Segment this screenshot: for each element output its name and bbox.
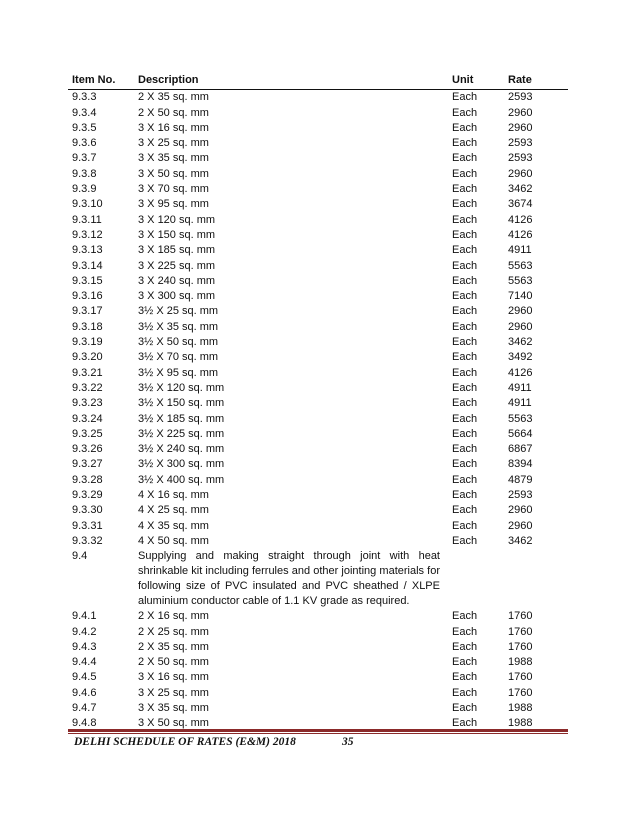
cell-unit: Each — [452, 504, 478, 517]
cell-unit: Each — [452, 686, 478, 699]
cell-rate: 1760 — [508, 686, 533, 699]
cell-item-no: 9.3.15 — [72, 274, 103, 287]
cell-item-no: 9.3.20 — [72, 351, 103, 364]
cell-rate: 4126 — [508, 366, 533, 379]
cell-item-no: 9.3.31 — [72, 519, 103, 532]
cell-item-no: 9.3.32 — [72, 534, 103, 547]
header-unit: Unit — [448, 72, 504, 90]
cell-unit: Each — [452, 534, 478, 547]
cell-item-no: 9.3.27 — [72, 458, 103, 471]
cell-rate: 2960 — [508, 504, 533, 517]
table-row — [68, 488, 568, 503]
header-item-no: Item No. — [68, 72, 134, 90]
footer-rule-thin — [68, 733, 568, 734]
cell-item-no: 9.3.14 — [72, 259, 103, 272]
cell-unit: Each — [452, 183, 478, 196]
table-row — [68, 366, 568, 381]
cell-item-no: 9.3.28 — [72, 473, 103, 486]
cell-item-no: 9.3.25 — [72, 427, 103, 440]
cell-rate: 4911 — [508, 397, 532, 410]
footer-rule — [68, 729, 568, 732]
cell-unit: Each — [452, 473, 478, 486]
table-row — [68, 243, 568, 258]
cell-item-no: 9.3.7 — [72, 152, 97, 165]
cell-rate: 2593 — [508, 137, 533, 150]
cell-description: 3 X 185 sq. mm — [138, 244, 216, 257]
table-row — [68, 442, 568, 457]
cell-description: 3 X 70 sq. mm — [138, 183, 209, 196]
cell-unit: Each — [452, 610, 478, 623]
cell-unit: Each — [452, 259, 478, 272]
cell-description: 3 X 120 sq. mm — [138, 213, 216, 226]
cell-unit: Each — [452, 91, 478, 104]
page-number: 35 — [342, 736, 354, 748]
cell-item-no: 9.3.18 — [72, 320, 103, 333]
table-header-row — [68, 72, 568, 90]
cell-item-no: 9.3.19 — [72, 336, 103, 349]
cell-description: 3 X 240 sq. mm — [138, 274, 216, 287]
cell-description: 3½ X 300 sq. mm — [138, 458, 225, 471]
table-row — [68, 457, 568, 472]
cell-unit: Each — [452, 381, 478, 394]
cell-rate: 3462 — [508, 336, 533, 349]
cell-description: 3½ X 240 sq. mm — [138, 443, 225, 456]
table-row — [68, 335, 568, 350]
cell-item-no: 9.4.3 — [72, 640, 97, 653]
cell-rate: 1988 — [508, 717, 533, 730]
cell-description: 3 X 50 sq. mm — [138, 167, 209, 180]
cell-item-no: 9.3.10 — [72, 198, 103, 211]
cell-unit: Each — [452, 351, 478, 364]
cell-description: 4 X 16 sq. mm — [138, 489, 209, 502]
cell-rate: 5563 — [508, 259, 533, 272]
table-row — [68, 182, 568, 197]
table-row — [68, 136, 568, 151]
cell-item-no: 9.3.11 — [72, 213, 102, 226]
cell-description: 3 X 35 sq. mm — [138, 701, 209, 714]
cell-rate: 2960 — [508, 320, 533, 333]
cell-rate: 1760 — [508, 610, 533, 623]
cell-item-no: 9.3.24 — [72, 412, 103, 425]
cell-rate: 4911 — [508, 381, 532, 394]
cell-description: 3½ X 50 sq. mm — [138, 336, 219, 349]
cell-unit: Each — [452, 228, 478, 241]
cell-item-no: 9.3.29 — [72, 489, 103, 502]
cell-unit: Each — [452, 489, 478, 502]
cell-unit: Each — [452, 121, 478, 134]
table-row — [68, 289, 568, 304]
cell-unit: Each — [452, 427, 478, 440]
cell-description: 2 X 50 sq. mm — [138, 106, 209, 119]
cell-item-no: 9.3.30 — [72, 504, 103, 517]
cell-description: 2 X 16 sq. mm — [138, 610, 209, 623]
table-row — [68, 213, 568, 228]
table-row — [68, 304, 568, 319]
cell-item-no: 9.3.22 — [72, 381, 103, 394]
cell-description: 3 X 150 sq. mm — [138, 228, 216, 241]
cell-description: 3½ X 150 sq. mm — [138, 397, 225, 410]
cell-description: 3 X 50 sq. mm — [138, 717, 209, 730]
header-description: Description — [134, 72, 448, 90]
cell-unit: Each — [452, 336, 478, 349]
cell-unit: Each — [452, 213, 478, 226]
table-row — [68, 90, 568, 106]
cell-rate: 6867 — [508, 443, 533, 456]
cell-unit: Each — [452, 701, 478, 714]
cell-item-no: 9.3.9 — [72, 183, 97, 196]
cell-description: 3 X 25 sq. mm — [138, 686, 209, 699]
table-row — [68, 350, 568, 365]
cell-unit: Each — [452, 397, 478, 410]
cell-unit: Each — [452, 290, 478, 303]
cell-item-no: 9.4.4 — [72, 656, 97, 669]
cell-rate: 2960 — [508, 106, 533, 119]
cell-description: 3 X 225 sq. mm — [138, 259, 216, 272]
table-row — [68, 259, 568, 274]
cell-unit: Each — [452, 443, 478, 456]
cell-description: 3 X 16 sq. mm — [138, 121, 209, 134]
cell-description: 3 X 16 sq. mm — [138, 671, 209, 684]
cell-unit: Each — [452, 244, 478, 257]
cell-rate: 1760 — [508, 640, 533, 653]
rates-table — [68, 72, 568, 732]
cell-item-no: 9.3.23 — [72, 397, 103, 410]
cell-rate: 4879 — [508, 473, 533, 486]
table-row — [68, 534, 568, 549]
cell-rate: 3462 — [508, 183, 533, 196]
cell-item-no: 9.4.5 — [72, 671, 97, 684]
cell-description: 3½ X 225 sq. mm — [138, 427, 225, 440]
cell-item-no: 9.4 — [72, 550, 88, 563]
cell-rate: 2593 — [508, 91, 533, 104]
cell-rate: 1988 — [508, 701, 533, 714]
cell-rate: 3462 — [508, 534, 533, 547]
cell-unit: Each — [452, 137, 478, 150]
cell-rate: 2593 — [508, 152, 533, 165]
table-row — [68, 549, 568, 609]
cell-rate: 1988 — [508, 656, 533, 669]
cell-description: 3 X 300 sq. mm — [138, 290, 216, 303]
table-row — [68, 609, 568, 624]
cell-unit: Each — [452, 167, 478, 180]
cell-unit: Each — [452, 106, 478, 119]
cell-description: 3 X 35 sq. mm — [138, 152, 209, 165]
cell-item-no: 9.3.17 — [72, 305, 103, 318]
table-row — [68, 381, 568, 396]
cell-description: 2 X 35 sq. mm — [138, 640, 209, 653]
table-row — [68, 503, 568, 518]
cell-description: 3½ X 25 sq. mm — [138, 305, 219, 318]
cell-item-no: 9.4.8 — [72, 717, 97, 730]
cell-description: 3½ X 70 sq. mm — [138, 351, 219, 364]
cell-rate: 3674 — [508, 198, 533, 211]
cell-description: 2 X 50 sq. mm — [138, 656, 209, 669]
cell-rate: 2960 — [508, 121, 533, 134]
footer-title: DELHI SCHEDULE OF RATES (E&M) 2018 — [74, 736, 296, 748]
cell-item-no: 9.3.8 — [72, 167, 97, 180]
table-row — [68, 167, 568, 182]
cell-unit: Each — [452, 640, 478, 653]
cell-description: 3½ X 120 sq. mm — [138, 381, 225, 394]
cell-unit: Each — [452, 656, 478, 669]
cell-rate: 5563 — [508, 412, 533, 425]
cell-description: 3 X 25 sq. mm — [138, 137, 209, 150]
table-row — [68, 473, 568, 488]
cell-rate — [504, 549, 568, 609]
cell-item-no: 9.4.6 — [72, 686, 97, 699]
cell-rate: 4911 — [508, 244, 532, 257]
cell-rate: 1760 — [508, 625, 533, 638]
cell-unit: Each — [452, 366, 478, 379]
cell-description: 4 X 50 sq. mm — [138, 534, 209, 547]
cell-item-no: 9.3.13 — [72, 244, 103, 257]
table-body — [68, 90, 568, 732]
cell-unit: Each — [452, 519, 478, 532]
cell-description: 3 X 95 sq. mm — [138, 198, 209, 211]
cell-rate: 2960 — [508, 167, 533, 180]
cell-item-no: 9.4.2 — [72, 625, 97, 638]
cell-description: Supplying and making straight through joint with heat shrinkable kit including ferrules and other jointing materials for following size of PVC insulated and PVC sheathed / XLPE aluminium conductor cable of 1.1 KV grade as required. — [138, 550, 440, 608]
cell-unit: Each — [452, 625, 478, 638]
cell-unit: Each — [452, 305, 478, 318]
table-row — [68, 228, 568, 243]
table-row — [68, 670, 568, 685]
table-row — [68, 427, 568, 442]
cell-rate: 1760 — [508, 671, 533, 684]
cell-rate: 3492 — [508, 351, 533, 364]
cell-unit: Each — [452, 671, 478, 684]
cell-rate: 8394 — [508, 458, 533, 471]
cell-item-no: 9.3.21 — [72, 366, 103, 379]
table-row — [68, 320, 568, 335]
cell-item-no: 9.3.12 — [72, 228, 103, 241]
cell-unit: Each — [452, 458, 478, 471]
table-row — [68, 686, 568, 701]
table-row — [68, 106, 568, 121]
table-row — [68, 197, 568, 212]
cell-rate: 7140 — [508, 290, 533, 303]
table-row — [68, 412, 568, 427]
cell-item-no: 9.4.7 — [72, 701, 97, 714]
cell-rate: 2593 — [508, 489, 533, 502]
cell-unit: Each — [452, 412, 478, 425]
table-row — [68, 396, 568, 411]
table-row — [68, 519, 568, 534]
cell-description: 3½ X 185 sq. mm — [138, 412, 225, 425]
cell-unit: Each — [452, 320, 478, 333]
table-row — [68, 625, 568, 640]
header-rate: Rate — [504, 72, 568, 90]
cell-item-no: 9.4.1 — [72, 610, 97, 623]
cell-item-no: 9.3.6 — [72, 137, 97, 150]
table-row — [68, 121, 568, 136]
cell-description: 4 X 35 sq. mm — [138, 519, 209, 532]
cell-unit: Each — [452, 274, 478, 287]
cell-unit — [448, 549, 504, 609]
cell-item-no: 9.3.4 — [72, 106, 97, 119]
cell-description: 4 X 25 sq. mm — [138, 504, 209, 517]
cell-description: 2 X 25 sq. mm — [138, 625, 209, 638]
cell-rate: 5563 — [508, 274, 533, 287]
cell-item-no: 9.3.26 — [72, 443, 103, 456]
cell-description: 3½ X 35 sq. mm — [138, 320, 219, 333]
cell-rate: 4126 — [508, 213, 533, 226]
cell-item-no: 9.3.5 — [72, 121, 97, 134]
cell-unit: Each — [452, 152, 478, 165]
cell-rate: 2960 — [508, 519, 533, 532]
cell-item-no: 9.3.3 — [72, 91, 97, 104]
cell-item-no: 9.3.16 — [72, 290, 103, 303]
cell-description: 3½ X 95 sq. mm — [138, 366, 219, 379]
table-row — [68, 655, 568, 670]
cell-rate: 2960 — [508, 305, 533, 318]
table-row — [68, 274, 568, 289]
cell-description: 3½ X 400 sq. mm — [138, 473, 225, 486]
cell-description: 2 X 35 sq. mm — [138, 91, 209, 104]
table-row — [68, 640, 568, 655]
table-row — [68, 151, 568, 166]
cell-unit: Each — [452, 717, 478, 730]
cell-unit: Each — [452, 198, 478, 211]
cell-rate: 4126 — [508, 228, 533, 241]
table-row — [68, 701, 568, 716]
cell-rate: 5664 — [508, 427, 533, 440]
